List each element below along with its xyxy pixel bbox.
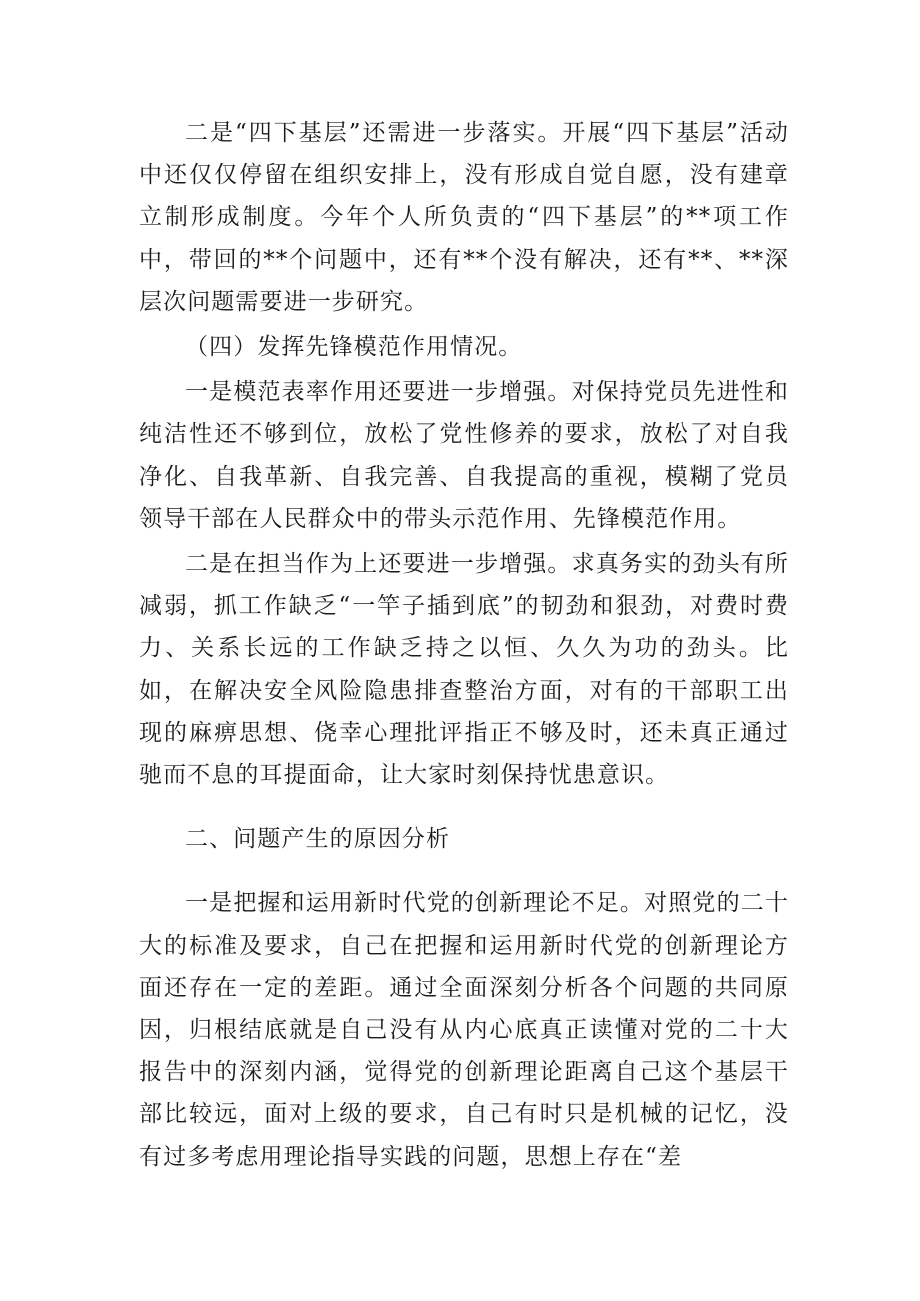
paragraph-gap [139,796,789,818]
section-heading-cause-analysis: 二、问题产生的原因分析 [185,826,451,853]
paragraph-theory-application: 一是把握和运用新时代党的创新理论不足。对照党的二十大的标准及要求，自己在把握和运用新时代党的创新理论方面还存在一定的差距。通过全面深刻分析各个问题的共同原因，归根结底就是自己没有从内心底真正读懂对党的二十大报告中的深刻内涵，觉得党的创新理论距离自己这个基层干部比较远，面对上级的要求，自己有时只是机械的记忆，没有过多考虑用理论指导实践的问题，思想上存在“差 [139,890,789,1170]
section-heading-vanguard-role: （四）发挥先锋模范作用情况。 [185,334,523,361]
document-body [139,112,789,1178]
paragraph-four-grassroots: 二是“四下基层”还需进一步落实。开展“四下基层”活动中还仅仅停留在组织安排上，没有形成自觉自愿，没有建章立制形成制度。今年个人所负责的“四下基层”的**项工作中，带回的**个问题中，还有**个没有解决，还有**、**深层次问题需要进一步研究。 [139,120,789,315]
paragraph-responsibility: 二是在担当作为上还要进一步增强。求真务实的劲头有所减弱，抓工作缺乏“一竿子插到底”的韧劲和狠劲，对费时费力、关系长远的工作缺乏持之以恒、久久为功的劲头。比如，在解决安全风险隐患排查整治方面，对有的干部职工出现的麻痹思想、侥幸心理批评指正不够及时，还未真正通过驰而不息的耳提面命，让大家时刻保持忧患意识。 [139,551,789,789]
paragraph-exemplary-role: 一是模范表率作用还要进一步增强。对保持党员先进性和纯洁性还不够到位，放松了党性修养的要求，放松了对自我净化、自我革新、自我完善、自我提高的重视，模糊了党员领导干部在人民群众中的带头示范作用、先锋模范作用。 [139,379,789,532]
paragraph-gap [139,860,789,882]
